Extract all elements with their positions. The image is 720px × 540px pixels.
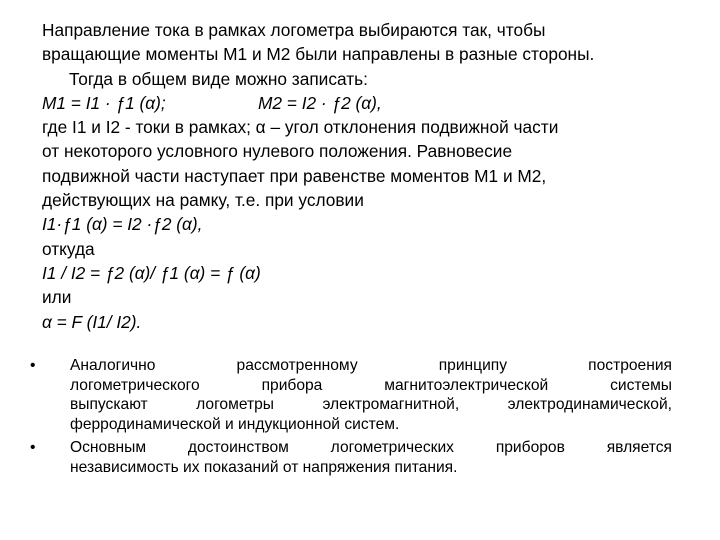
formula-equilibrium: I1·ƒ1 (α) = I2 ·ƒ2 (α), [42,214,203,235]
bullet-line: Аналогично рассмотренному принципу построения [70,357,672,374]
formula-m1: M1 = I1 · ƒ1 (α); [42,92,166,113]
bullet-line: независимость их показаний от напряжения питания. [70,458,458,476]
text-line: Направление тока в рамках логометра выбираются так, чтобы [42,20,546,40]
text-line: или [42,287,72,308]
bullet-marker: • [30,357,36,374]
text-line: Тогда в общем виде можно записать: [69,68,368,89]
text-line: вращающие моменты М1 и М2 были направлены в разные стороны. [42,44,595,65]
text-line: действующих на рамку, т.е. при условии [42,190,364,211]
formula-moments [42,91,692,115]
bullet-marker: • [30,439,36,457]
text-line: где I1 и I2 - токи в рамках; α – угол отклонения подвижной части [42,117,559,138]
bullet-line: ферродинамической и индукционной систем. [70,415,400,433]
bullet-line: Основным достоинством логометрических приборов является [70,439,672,457]
text-line: подвижной части наступает при равенстве моментов М1 и М2, [42,165,547,186]
formula-m2: M2 = I2 · ƒ2 (α), [258,92,382,113]
formula-current-ratio: I1 / I2 = ƒ2 (α)/ ƒ1 (α) = ƒ (α) [42,262,261,283]
bullet-line: выпускают логометры электромагнитной, электродинамической, [70,396,672,414]
text-line: откуда [42,238,95,259]
bullet-item [30,356,672,434]
main-text [42,18,692,334]
bullet-item [30,438,672,477]
text-line: от некоторого условного нулевого положения. Равновесие [42,141,513,162]
bullet-line: логометрического прибора магнитоэлектрической системы [70,376,672,394]
formula-angle: α = F (I1/ I2). [42,311,142,332]
bullet-list [30,356,672,482]
